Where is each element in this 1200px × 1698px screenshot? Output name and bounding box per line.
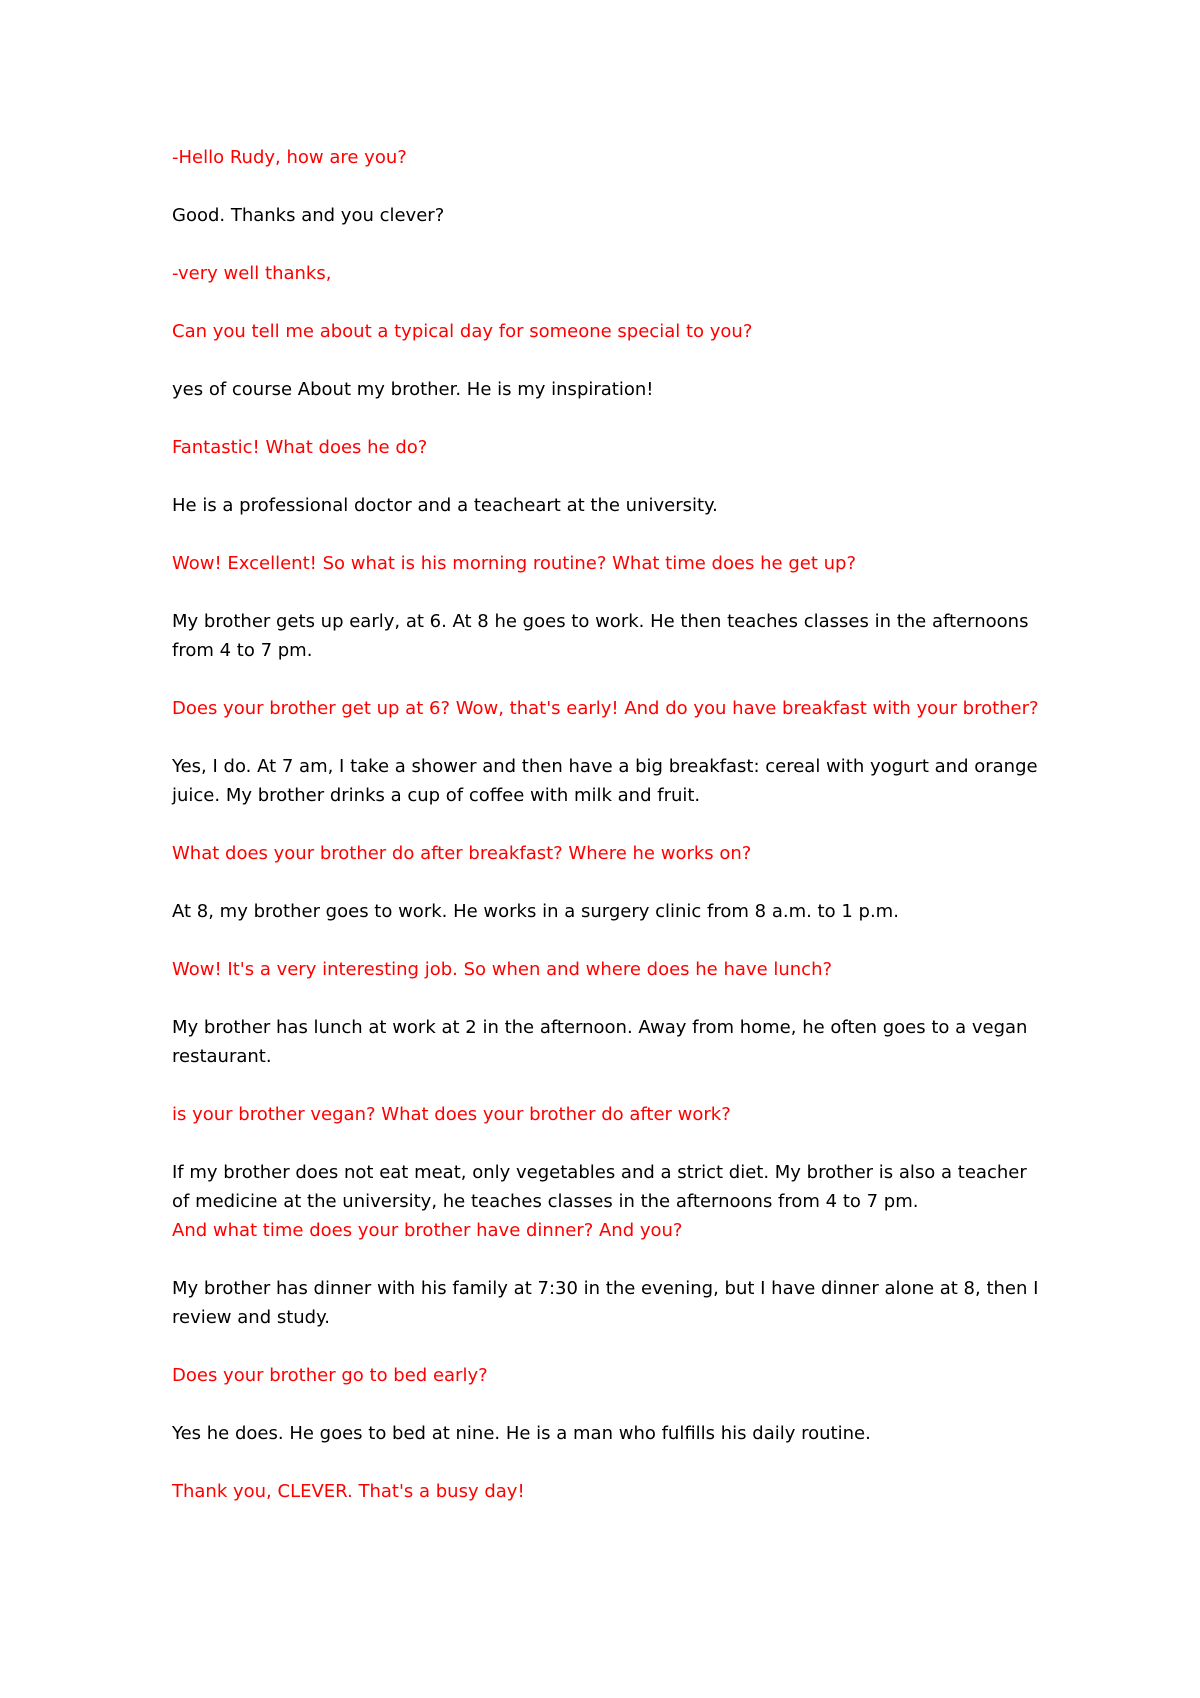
dialogue-line-respondent: If my brother does not eat meat, only vegetables and a strict diet. My brother is also a teacher of medicine at the university, he teaches classes in the afternoons from 4 to 7 pm. [172, 1162, 1027, 1212]
dialogue-line-interviewer: What does your brother do after breakfast? Where he works on? [172, 843, 752, 864]
dialogue-line-respondent: yes of course About my brother. He is my inspiration! [172, 379, 654, 400]
dialogue-body [172, 143, 1042, 1506]
dialogue-line-respondent: My brother gets up early, at 6. At 8 he goes to work. He then teaches classes in the afternoons from 4 to 7 pm. [172, 611, 1029, 661]
dialogue-line-respondent: My brother has dinner with his family at 7:30 in the evening, but I have dinner alone at 8, then I review and study. [172, 1278, 1039, 1328]
dialogue-line-respondent: At 8, my brother goes to work. He works in a surgery clinic from 8 a.m. to 1 p.m. [172, 901, 899, 922]
dialogue-line-interviewer: Can you tell me about a typical day for someone special to you? [172, 321, 753, 342]
dialogue-line-interviewer: -Hello Rudy, how are you? [172, 147, 407, 168]
dialogue-line-interviewer: And what time does your brother have dinner? And you? [172, 1220, 683, 1241]
dialogue-line-respondent: My brother has lunch at work at 2 in the afternoon. Away from home, he often goes to a vegan restaurant. [172, 1017, 1028, 1067]
dialogue-line-respondent: Yes, I do. At 7 am, I take a shower and then have a big breakfast: cereal with yogurt and orange juice. My brother drinks a cup of coffee with milk and fruit. [172, 756, 1038, 806]
dialogue-line-interviewer: Does your brother go to bed early? [172, 1365, 488, 1386]
dialogue-line-respondent: Good. Thanks and you clever? [172, 205, 445, 226]
dialogue-line-interviewer: Does your brother get up at 6? Wow, that's early! And do you have breakfast with your brother? [172, 698, 1039, 719]
dialogue-line-interviewer: -very well thanks, [172, 263, 332, 284]
dialogue-line-respondent: He is a professional doctor and a teacheart at the university. [172, 495, 718, 516]
dialogue-line-interviewer: Thank you, CLEVER. That's a busy day! [172, 1481, 525, 1502]
dialogue-line-interviewer: is your brother vegan? What does your brother do after work? [172, 1104, 731, 1125]
dialogue-line-interviewer: Wow! It's a very interesting job. So when and where does he have lunch? [172, 959, 833, 980]
dialogue-line-interviewer: Wow! Excellent! So what is his morning routine? What time does he get up? [172, 553, 857, 574]
dialogue-line-interviewer: Fantastic! What does he do? [172, 437, 428, 458]
dialogue-line-respondent: Yes he does. He goes to bed at nine. He is a man who fulfills his daily routine. [172, 1423, 871, 1444]
